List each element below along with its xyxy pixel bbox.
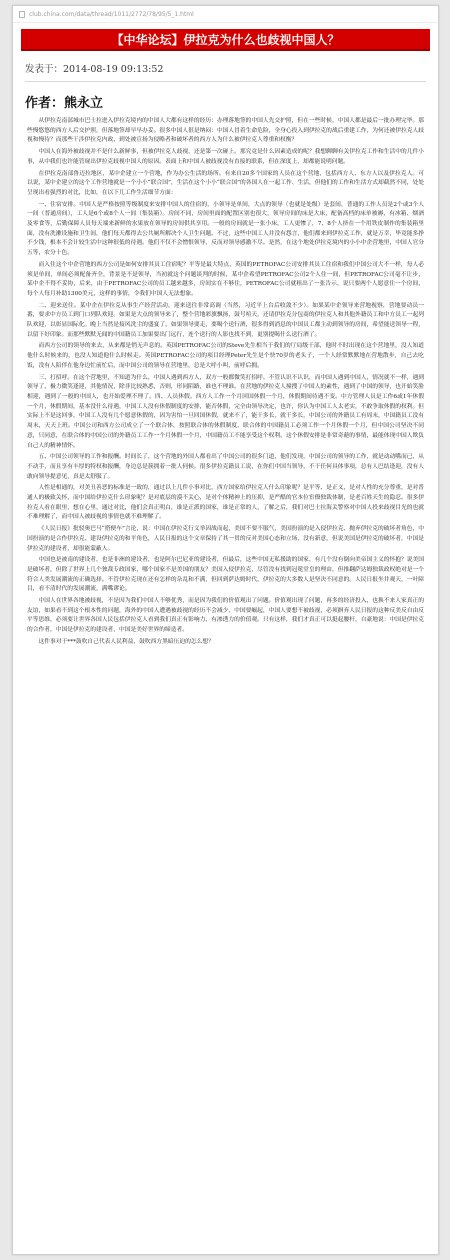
article-paragraph: 这件事对于***鼓吹自己代表人民利益、鼓吹西方黑暗压迫的怎么想？ <box>38 638 214 645</box>
article-paragraph: 在伊拉克南部鲁迈拉地区，某中企建立一个营地，作为办公生活的场所。有来自20多个国家的人员在这个营地，包括西方人、东方人以及伊拉克人。可以说，某中企建立的这个工作营地就是一个小小“联合国”，生活在这个小小“联合国”的各国人在一起工作、生活，但他们的工作和生活方式却截然不同，处处呈现出看强烈的对比，比如，在以下几工作生活细节方面： <box>27 170 425 196</box>
page-frame <box>12 5 439 1255</box>
article-paragraph: 中国人在海外被歧视并不是什么新鲜事，但被伊拉克人歧视，还是第一次碰上。那究竟是什么因素造成的呢？我想聊聊有关伊拉克工作和生活中的几件小事，从中我们也许能管窥出伊拉克歧视中国人的原因。表面上和中国人被歧视没有直接的联系，但在深度上，却都能说明问题。 <box>27 149 424 165</box>
article-paragraph: 而入住这个中企营地的西方公司是如何安排其员工住宿呢？平等是最大特点，英国的PETROFAC公司安排其员工住宿和我们中国公司大不一样，每人必须是单间，单间必须配备齐全，背景是不是领导，当初就这个问题谈判的时候，某中企希望PETROFAC公司2个人住一间，但PETROFAC公司毫不让步，某中企不得不妥协，后来，由于PETROFAC公司的员工越来越多，房间实在不够住，PETROFAC公司就租出了一张告示，说只要两个人愿意住一个房间，每个人每月补助1300美元，这样的事情，令我们中国人无法想象。 <box>27 261 424 297</box>
article-paragraph: 而西方公司的领导的来去，从来都是悄无声息的。英国PETROFAC公司的Steve先生相当于我们的厅局级干部，他时不时出现在这个营地里，没人知道他什么时候来的，也没人知道他什么时候走。英国PETROFAC公司的项目经理Peter先生是个快70岁的老头子，一个人经常默默地在营地散步，自己去吃饭，没有人陪伴在他身边忙前忙后，而中国公司的领导在营地里，总是大呼小叫，前呼后拥。 <box>27 343 424 369</box>
article-paragraph: 中国人在世界各地被歧视，不是因为我们中国人不够优秀，而是因为我们的价值观出了问题。价值观出现了问题，再多的经济投入，也换不来人家真正的友谊，如果看不到这个根本性的问题，海外的中国人遭遇被歧视的经历不会减少，中国要崛起，中国人要想不被歧视，必须摒弃人民日报的这种反美反自由反平等思维，必须要让世界各国人民包括伊拉克人看到我们真正有影响力、有渗透力的价值观。只有这样，我们才真正可以挺起腰杆，自豪地说：中国是伊拉克的合作者，中国是伊拉克的建设者，中国是美好世界的缔造者。 <box>27 598 424 634</box>
address-bar[interactable] <box>13 6 438 23</box>
article-paragraph: 一、住宿安排。中国人是严格按照等级制度来安排中国人的住宿的，小领导是单间，大点的领导（也就是处级）是套间，普通的工作人员是2个或3个人一间（普通房间），工人是6个或8个人一间（集装箱）。房间不同，房间里面的配置区别也很大，领导房间的床是大床，配备高档的床单被褥，有冰箱、烟酒及零食等，后勤保障人员每天端来新鲜的水果放在领导的房间供其享用。一般的房间就是一张小床，工人更惨了，7、8个人挤在一个用铁皮制作的集装箱里面，没有洗漱设施和卫生间，他们每天都得去公共厕所解决个人卫生问题。不过，这些中国工人并没有怨言，他们都来到伊拉克工作，就是万幸，毕竟能多挣不少钱，根本不会计较生活中这种很低的待遇。他们不仅不会憎恨领导，反而对领导感激不尽。是然，在这个地处伊拉克境内的小小中企营地里，中国人官分五等，农分十色。 <box>27 201 424 257</box>
post-date: 发表于：2014-08-19 09:13:52 <box>25 61 426 82</box>
article-paragraph: 五、中国公司领导的工作和报酬。时间长了，这个营地的外国人都看出了中国公司的很多门道，他们发现，中国公司的领导的工作，就是动动嘴而已，从不动手，而且享有丰厚的特权和报酬，身边总是簇拥着一批人伺候。很多伊拉克籍员工说，在你们中国当领导，不干任何具体事项，总有人巴结逢迎，没有人敢向领导提意见，真是太舒服了。 <box>27 454 424 480</box>
url-text: club.china.com/data/thread/1011/2772/78/95/5_1.html <box>29 10 194 18</box>
article-paragraph: 《人民日报》批驳奥巴马“搭便车”言论，说：中国在伊拉克行义举因战而起，美国不要不服气，美国扮演的是入侵伊拉克、抛弃伊拉克的破坏者角色，中国扮演的是合作伊拉克、建设伊拉克的和平角色，人民日报的这个文章保持了其一贯的反对美国心态和立场，没有新意，但说美国是伊拉克的破坏者，中国是伊拉克的建设者，却很能蒙蔽人。 <box>27 526 424 552</box>
article-paragraph: 从伊拉克南部城市巴士拉进入伊拉克境内的中国人大都有这样的经历：办理落地签的中国人先交护照，但在一些时候，中国人都是最后一批办理完毕。那些慢悠悠的西方人后交护照，但落地签却早早办妥。很多中国人很是纳闷：中国人冒着生命危险，全身心投入到伊拉克的战后重建工作，为何还被伊拉克人歧视和慢待？而那些干涉伊拉克内政、到处被宣扬为侵略者和破坏者的西方人为什么被伊拉克人尊重和权衡？ <box>27 118 424 144</box>
article-body <box>27 117 424 648</box>
article-title: 【中华论坛】伊拉克为什么也歧视中国人？ <box>111 32 340 47</box>
article-paragraph: 二、迎来送往。某中企在伊拉克从事生产经营活动，迎来送往非常高调（当然，习近平上台后收敛不少）。如果某中企领导来营地视察，营地要动员一番，要求中方员工到门口列队欢迎。如果是大点的领导来了，整个营地彩旗飘扬，鼓号喧天，还请伊拉克分包商的伊拉克人和其他外籍员工和中方员工一起列队欢迎，以彰显国际化。晚上当然是接风洗尘的盛宴了。如果领导要走，要喝个送行酒，很多得到消息的中国员工都主动到领导的房间，希望能送领导一程，以留下好印象。而那些默默无闻的中国籍员工加果要出门远行，连个送行的人影也找不到，更别提喝什么送行酒了。 <box>27 302 424 338</box>
article-paragraph: 三、打招呼。在这个营地里，不知道为什么，中国人遇到西方人，双方一般都微笑打招呼。不管认识不认识，而中国人遇到中国人，情况就不一样，遇到领导了，极力微笑逢迎，其他情况，除非比较熟悉，否则，形同陌路，谁也不理谁。在营地的伊拉克人撞搜了中国人的素性，遇到了中国的领导，也开始笑脸相迎，遇到了一般的中国人，也开始爱理不理了。四、人员休假。西方人工作一个月回国休假一个月，休假期间待遇不变。中方管理人员是工作6或1年休假一个月，休假期间，基本没什么待遇，中国工人没有休假制度的安排，能否休假，完全由领导决定，也许，你认为中国工人太老实，不敢争取休假的权利。但实际上不是这回事，中国工人没有几个愿意休假的，因为害怕一旦回国休假，就来不了，能干多长，就干多长，中国公司的外籍员工有周末，中国籍员工没有周末，天天上班。中国公司和西方公司成立了一个联合体，按照联合体的休假制度，联合体的中国籍员工必须工作一个月休假一个月，但中国公司坚决不同意，只同意，在联合体的中国公司的外籍员工工作一个月休假一个月，中国籍员工不能享受这个权利。这个休假安排是非常奇葩的事情，最能体现中国人欺负自己人的精神情怀。 <box>27 374 424 449</box>
author-name: 作者：熊永立 <box>25 96 104 111</box>
article-paragraph: 中国也是被南的建设者，也是非洲的建设者，也是阿尔巴尼亚的建设者，但最后，这些中国无私援助的国家，有几个没有倒向美帝国主义的怀抱？说美国是破坏者，但除了世界上几个独裁专政国家，哪个国家不是美国的朋友？美国入侵伊拉克，尽管没有找到冠冕堂皇的理由，但推翻萨达姆独裁政权绝对是一个符合人类发展潮流的正确选择。不管伊拉克现在还有怎样的杂乱和不满，但回到萨达姆时代，伊拉克的大多数人是坚决不同意的。人民日报坐井观天，一叶障目，看不清时代的发展潮流，满嘴谬论。 <box>27 557 424 593</box>
article-title-banner <box>21 29 430 51</box>
page-icon <box>19 11 25 18</box>
article-paragraph: 人性是相通的，对美丑善恶的标准是一致的，通过以上几件小事对比，西方国家给伊拉克人什么印象呢？是平等、是正义，是对人性的充分尊重，是对普通人的极致关怀，而中国给伊拉克什么印象呢？是对底层的漠不关心，是对个体精神上的压抑，是严酷的官本位宦僚独裁体制，是老百姓天生的隐忍。很多伊拉克人看在眼里，想在心里，通过对比，他们会真正明白，谁是正派的国家，谁是正常的人，了解之后，我们对巴士拉海关警察对中国人投来歧视目光的也就不难理解了，而中国人被歧视的事情也就不难理解了。 <box>27 485 424 521</box>
